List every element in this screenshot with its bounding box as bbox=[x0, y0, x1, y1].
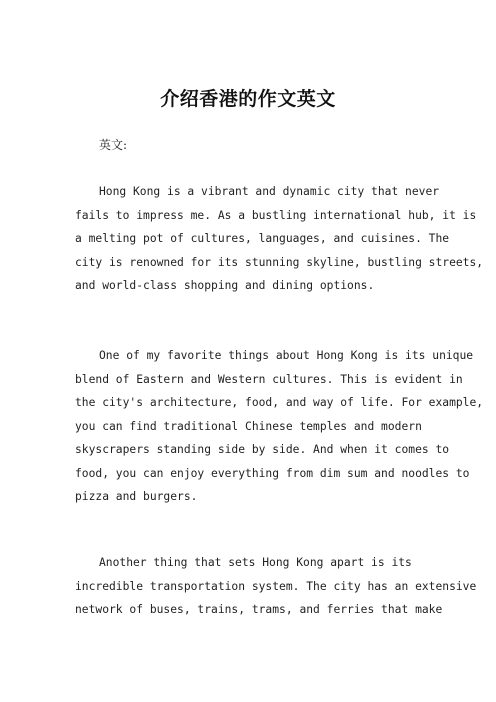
paragraph-line: food, you can enjoy everything from dim sum and noodles to bbox=[75, 466, 470, 480]
paragraph-line: the city's architecture, food, and way of life. For example, bbox=[75, 396, 484, 409]
paragraph-line: network of buses, trains, trams, and ferries that make bbox=[75, 603, 443, 616]
paragraph-line: Hong Kong is a vibrant and dynamic city that never bbox=[99, 185, 440, 198]
paragraph-2 bbox=[75, 344, 484, 509]
paragraph-line: Another thing that sets Hong Kong apart is its bbox=[99, 556, 412, 569]
paragraph-line: blend of Eastern and Western cultures. This is evident in bbox=[75, 372, 463, 386]
paragraph-line: pizza and burgers. bbox=[75, 490, 198, 503]
paragraph-line: and world-class shopping and dining options. bbox=[75, 279, 375, 292]
document-title: 介绍香港的作文英文 bbox=[160, 88, 336, 110]
paragraph-line: a melting pot of cultures, languages, and cuisines. The bbox=[75, 232, 450, 245]
paragraph-line: fails to impress me. As a bustling international hub, it is bbox=[75, 208, 477, 222]
paragraph-1 bbox=[75, 180, 484, 298]
paragraph-line: you can find traditional Chinese temples and modern bbox=[75, 419, 422, 433]
section-label: 英文: bbox=[99, 138, 128, 152]
paragraph-line: incredible transportation system. The city has an extensive bbox=[75, 579, 477, 593]
paragraph-3 bbox=[75, 551, 477, 622]
paragraph-line: skyscrapers standing side by side. And when it comes to bbox=[75, 443, 450, 456]
paragraph-line: One of my favorite things about Hong Kong is its unique bbox=[99, 349, 474, 362]
paragraph-line: city is renowned for its stunning skyline, bustling streets, bbox=[75, 255, 484, 269]
